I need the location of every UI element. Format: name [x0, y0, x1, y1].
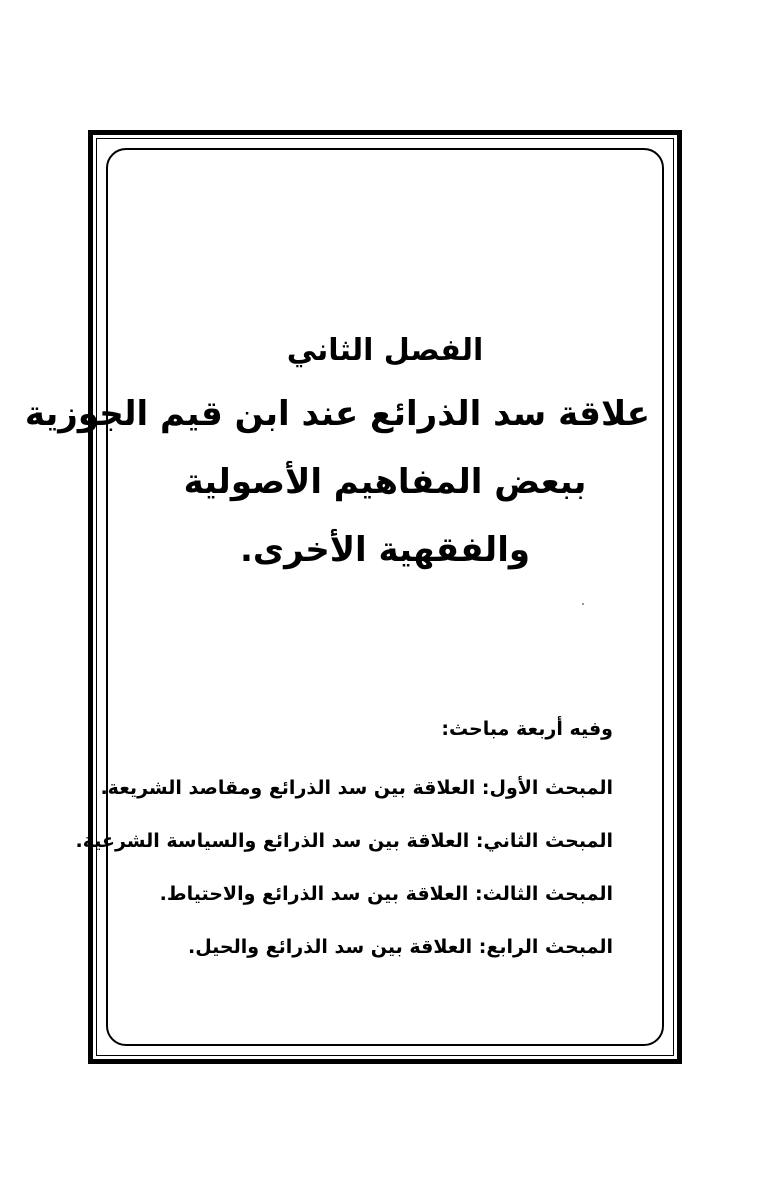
section-item-2: المبحث الثاني: العلاقة بين سد الذرائع والسياسة الشرعية. — [75, 830, 613, 852]
scan-speck — [582, 603, 584, 605]
chapter-contents — [75, 710, 613, 974]
contents-intro: وفيه أربعة مباحث: — [441, 718, 613, 740]
section-item-3: المبحث الثالث: العلاقة بين سد الذرائع والاحتياط. — [159, 883, 613, 905]
chapter-title-line-2: ببعض المفاهيم الأصولية — [183, 462, 587, 502]
section-item-4: المبحث الرابع: العلاقة بين سد الذرائع والحيل. — [187, 936, 613, 958]
section-item-1: المبحث الأول: العلاقة بين سد الذرائع ومقاصد الشريعة. — [100, 777, 613, 799]
chapter-title-line-1: علاقة سد الذرائع عند ابن قيم الجوزية — [24, 394, 650, 434]
chapter-label: الفصل الثاني — [286, 333, 484, 368]
chapter-title-line-3: والفقهية الأخرى. — [240, 530, 530, 570]
chapter-title-block — [24, 322, 650, 584]
